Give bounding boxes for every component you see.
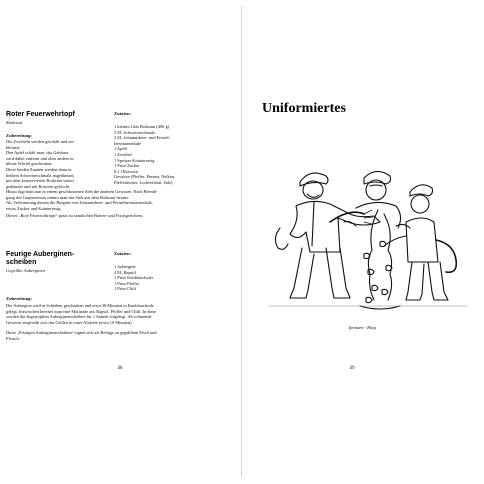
preparation-line: Hinzu fügt man nun in einem geschlossenen Sieb die anderen Gewürze. Nach Beendi-: [6, 189, 158, 194]
preparation-line: Den Apfel schält man, das Gehäuse: [6, 150, 69, 156]
zutaten-label-2: Zutaten:: [114, 251, 132, 256]
ingredient-line: 4 EL Rapsöl: [114, 269, 136, 275]
preparation-line: kleinert.: [6, 144, 21, 150]
preparation-text-1: [6, 139, 111, 189]
ingredient-line: Gewürze (Pfeffer, Piment, Nelken,: [114, 174, 175, 180]
ingredient-line: Pfefferkörner, Lorbeerblatt, Salz): [114, 179, 173, 185]
firefighter-right-figure: [384, 185, 448, 300]
zubereitung-label-2: Zubereitung:: [6, 296, 32, 301]
recipe-subtitle-rotkraut: Rotkraut: [6, 120, 23, 125]
recipe-title-feuerwehrtopf: Roter Feuerwehrtopf: [6, 111, 75, 118]
ingredient-line: 1 Prise Knoblauchsalz: [114, 275, 154, 281]
page-number-left: 48: [117, 366, 123, 371]
note-line: Fleisch.: [6, 335, 20, 341]
firefighters-illustration: [260, 130, 470, 316]
preparation-line: mit dem konservierten Rotkraut weiter: [6, 178, 75, 184]
preparation-line: Als Verfeinerung dienen die Beigabe von Johannisbeer- und Preiselbeermarmelade,: [6, 200, 153, 206]
ingredient-line: beermarmelade: [114, 140, 142, 146]
ingredient-line: 1 Aubergine: [114, 264, 136, 269]
ingredient-line: 1 Prise Zucker: [114, 163, 140, 169]
ingredients-list-2: [114, 264, 234, 292]
ingredient-line: 3 EL Johannisbeer- und Preisel-: [114, 135, 171, 141]
right-page: [242, 0, 484, 484]
preparation-line: etwas Zucker und Kräuteressig.: [6, 205, 62, 211]
preparation-text-1-continued: [6, 189, 234, 211]
note-line: Diese „Feurigen Auberginenscheiben“ eignet sich als Beilage zu gegrilltem Fisch und: [6, 330, 157, 335]
ingredient-line: 1 Apfel: [114, 146, 128, 152]
ingredient-line: 1 kleines Glas Rotkraut (400 g): [114, 124, 170, 129]
preparation-line: Gewerse empfiehlt sich das Grillen in einer Alufolie (etwa 10 Minuten).: [6, 319, 133, 325]
preparation-line: Diese beiden Zutaten werden dann in: [6, 166, 72, 172]
ingredient-line: 0,1 l Rotwein: [114, 168, 138, 174]
recipe-note-2: [6, 330, 234, 341]
preparation-line: gung des Garprozesses nimmt man das Sieb aus dem Rotkraut heraus.: [6, 194, 130, 200]
preparation-line: gedünstet und mit Rotwein gelöscht.: [6, 183, 71, 189]
preparation-line: gelegt. Inzwischen bereitet man eine Marinade aus Rapsöl, Pfeffer und Chili. In diese: [6, 308, 157, 314]
ingredient-line: 2 EL Schweineschmalz: [114, 129, 156, 135]
ingredient-line: 1 Zwiebel: [114, 151, 132, 157]
ingredient-line: 1 Prise Pfeffer: [114, 280, 140, 286]
ingredients-list-1: [114, 124, 234, 186]
preparation-line: wird dabei entfernt und alles andere in: [6, 155, 74, 161]
zubereitung-label-1: Zubereitung:: [6, 133, 32, 138]
ingredient-line: 1 Prise Chili: [114, 286, 136, 292]
firefighter-left-figure: [275, 173, 380, 298]
section-heading: Uniformiertes: [262, 101, 346, 116]
firefighter-middle-figure: [344, 171, 410, 309]
preparation-line: heißem Schweineschmalz angedünstet,: [6, 172, 75, 178]
ingredient-line: 1 Spritzer Kräuteressig: [114, 157, 155, 163]
page-number-right: 49: [349, 366, 355, 371]
recipe-title-auberginen: [6, 251, 111, 267]
recipe-note-1: Dieser „Rote Feuerwehrtopf“ passt zu sämtlichen Braten- und Fischgerichten.: [6, 213, 143, 218]
preparation-line: Die Zwiebeln werden geschält und zer-: [6, 139, 76, 144]
preparation-text-2: [6, 303, 234, 325]
preparation-line: kleine Würfel geschnitten.: [6, 161, 53, 167]
illustration-caption: Spritzen - Ring: [348, 325, 376, 330]
recipe-subtitle-auberginen: Gegrillte Auberginen: [6, 268, 45, 273]
preparation-line: werden die abgetropften Auberginenscheiben für 1 Stunde eingelegt. Ab schmende: [6, 314, 152, 320]
zutaten-label-1: Zutaten:: [114, 111, 132, 116]
preparation-line: Die Aubergine wird in Scheiben geschnitten und etwa 30 Minuten in Knoblauchsalz: [6, 303, 154, 308]
recipe-title-line: scheiben: [6, 259, 37, 266]
recipe-title-line: Feurige Auberginen-: [6, 251, 75, 258]
